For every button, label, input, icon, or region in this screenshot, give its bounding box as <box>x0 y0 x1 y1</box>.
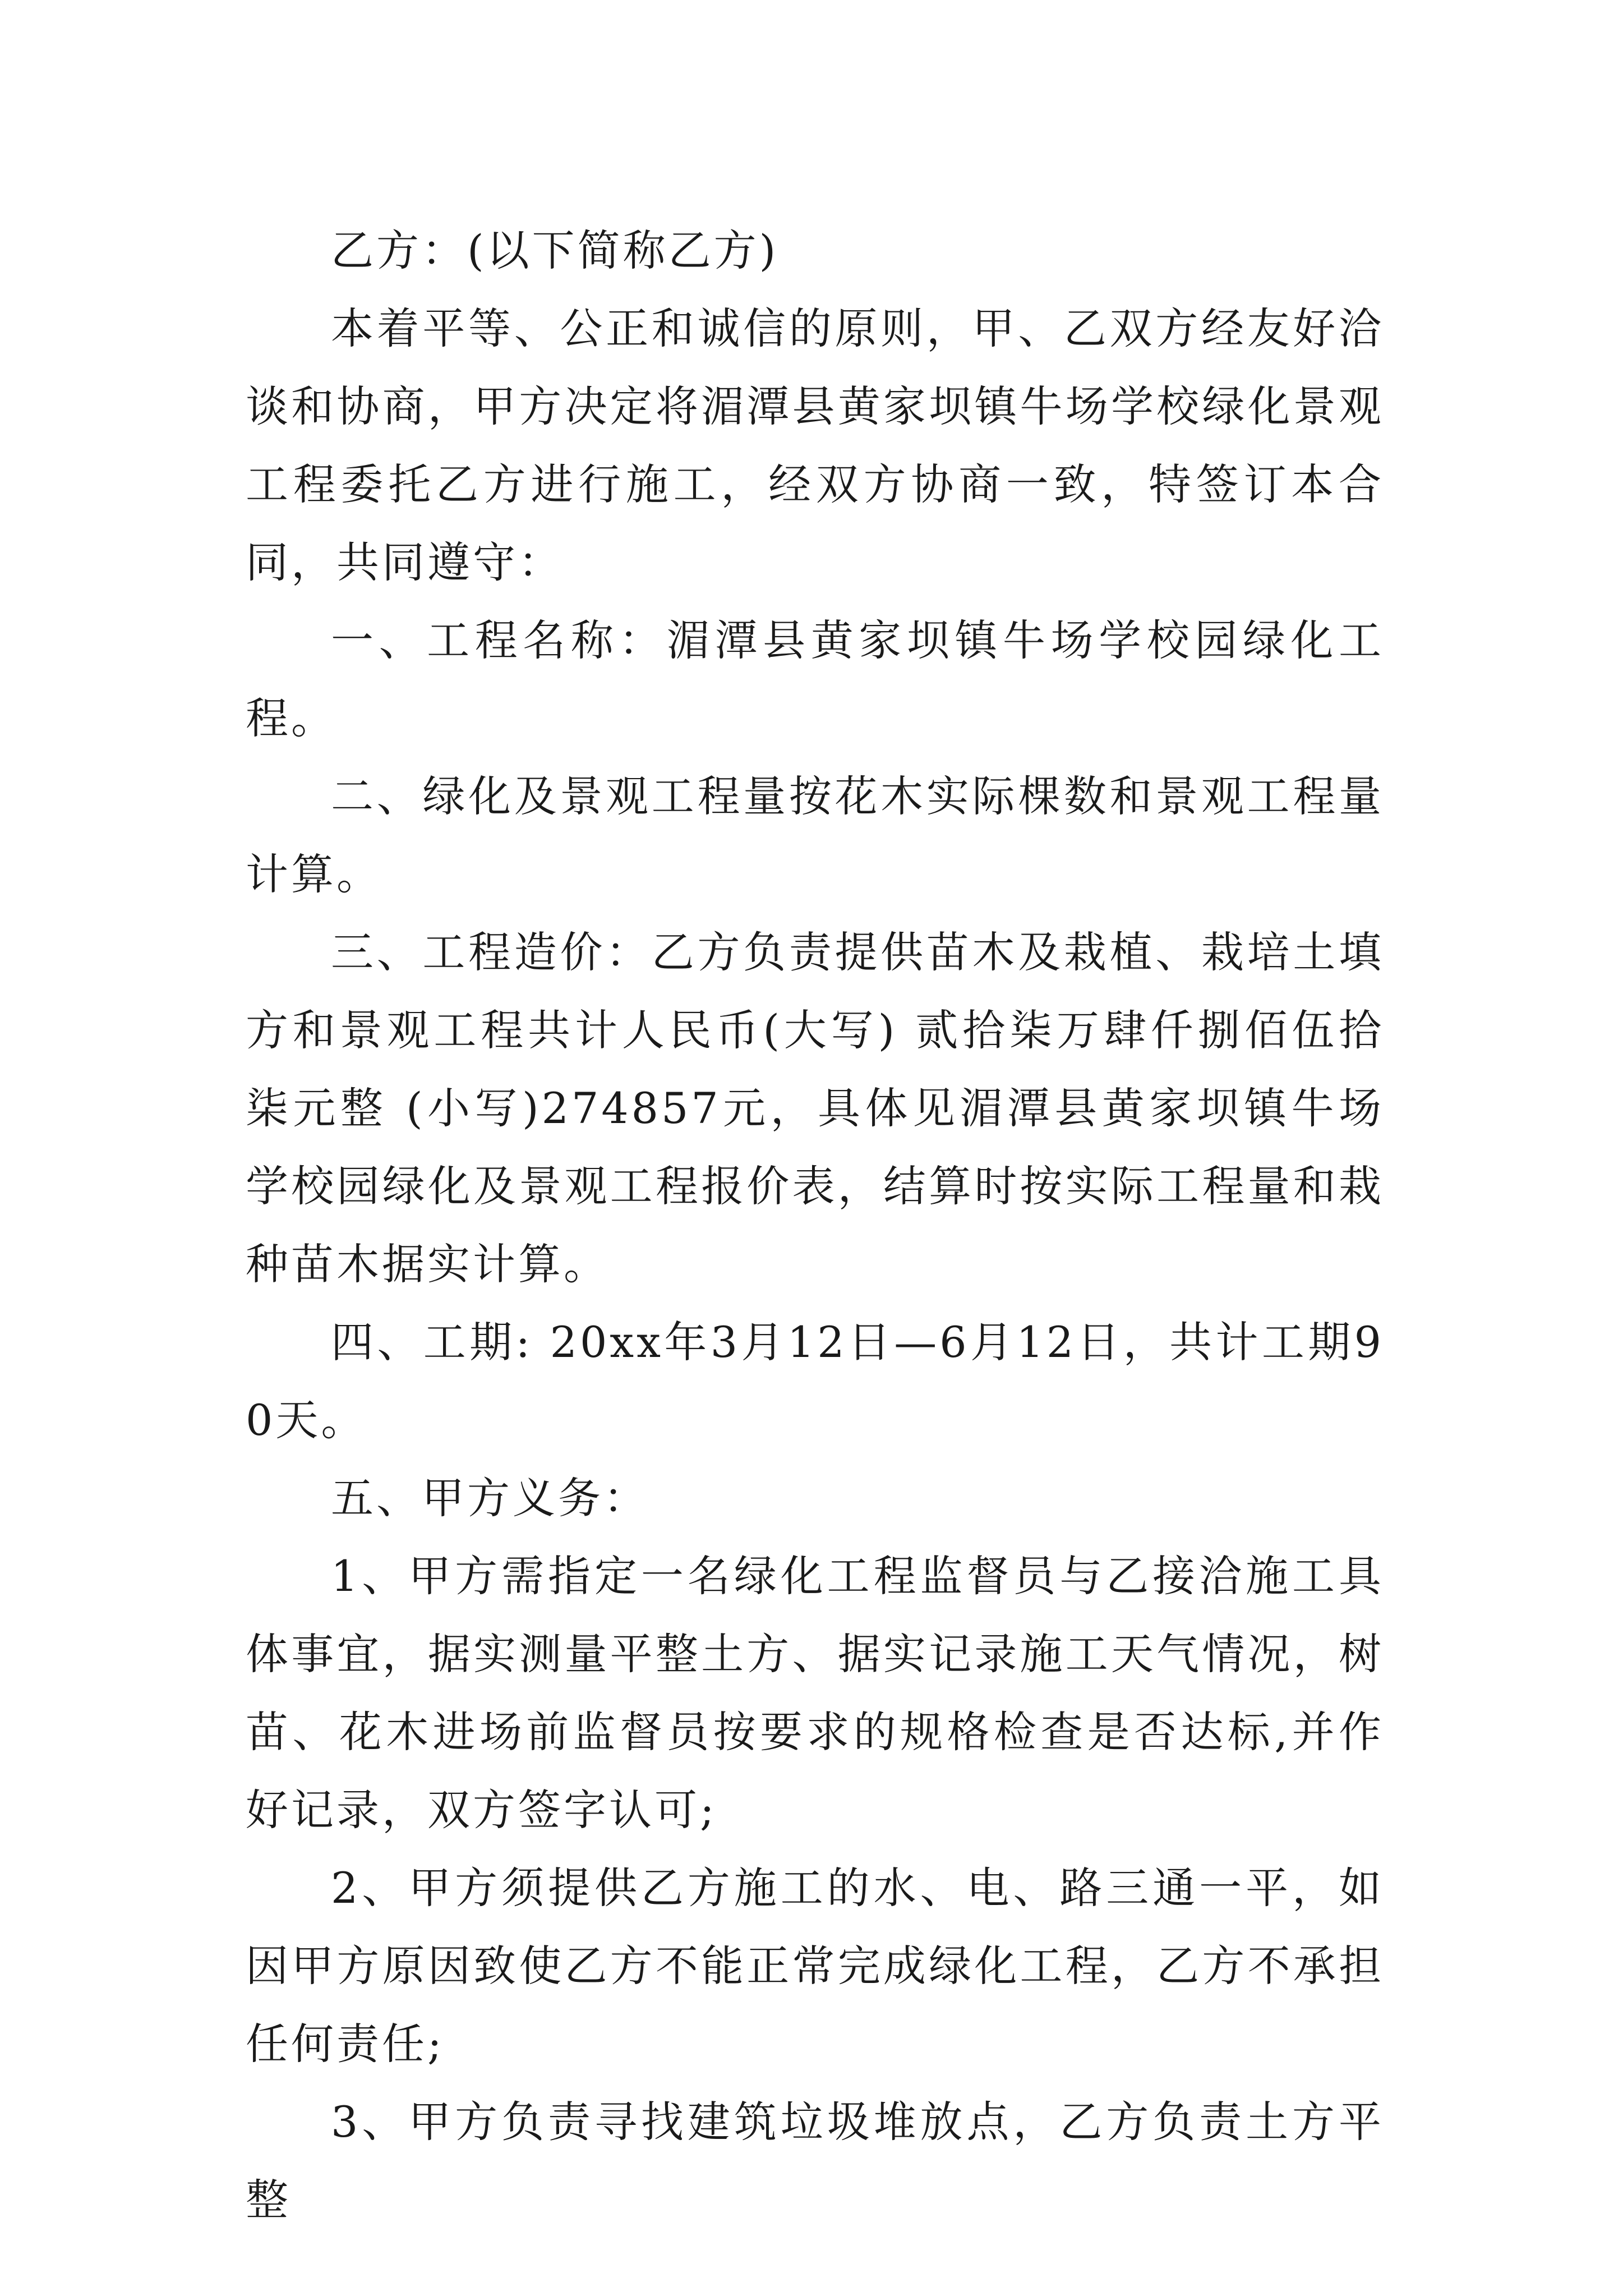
paragraph-preamble: 本着平等、公正和诚信的原则，甲、乙双方经友好洽谈和协商，甲方决定将湄潭县黄家坝镇牛场学校绿化景观工程委托乙方进行施工，经双方协商一致，特签订本合同，共同遵守： <box>246 303 1384 587</box>
paragraph-duty-1: 1、甲方需指定一名绿化工程监督员与乙接洽施工具体事宜，据实测量平整土方、据实记录施工天气情况，树苗、花木进场前监督员按要求的规格检查是否达标,并作好记录，双方签字认可; <box>246 1551 1384 1835</box>
paragraph-party-b: 乙方：(以下简称乙方) <box>331 226 779 275</box>
paragraph-schedule: 四、工期: 20xx年3月12日—6月12日，共计工期90天。 <box>246 1317 1384 1445</box>
paragraph-quantity: 二、绿化及景观工程量按花木实际棵数和景观工程量计算。 <box>246 771 1384 899</box>
paragraph-duty-2: 2、甲方须提供乙方施工的水、电、路三通一平，如因甲方原因致使乙方不能正常完成绿化工程，乙方不承担任何责任; <box>246 1863 1384 2069</box>
paragraph-party-a-duties: 五、甲方义务： <box>331 1473 649 1523</box>
paragraph-project-name: 一、工程名称：湄潭县黄家坝镇牛场学校园绿化工程。 <box>246 615 1384 743</box>
paragraph-cost: 三、工程造价：乙方负责提供苗木及栽植、栽培土填方和景观工程共计人民币(大写) 贰拾柒万肆仟捌佰伍拾柒元整 (小写)274857元，具体见湄潭县黄家坝镇牛场学校园绿化及景观工程报价表，结算时按实际工程量和栽种苗木据实计算。 <box>246 927 1384 1289</box>
document-body <box>246 211 1384 2239</box>
paragraph-duty-3: 3、甲方负责寻找建筑垃圾堆放点，乙方负责土方平整 <box>246 2097 1384 2225</box>
